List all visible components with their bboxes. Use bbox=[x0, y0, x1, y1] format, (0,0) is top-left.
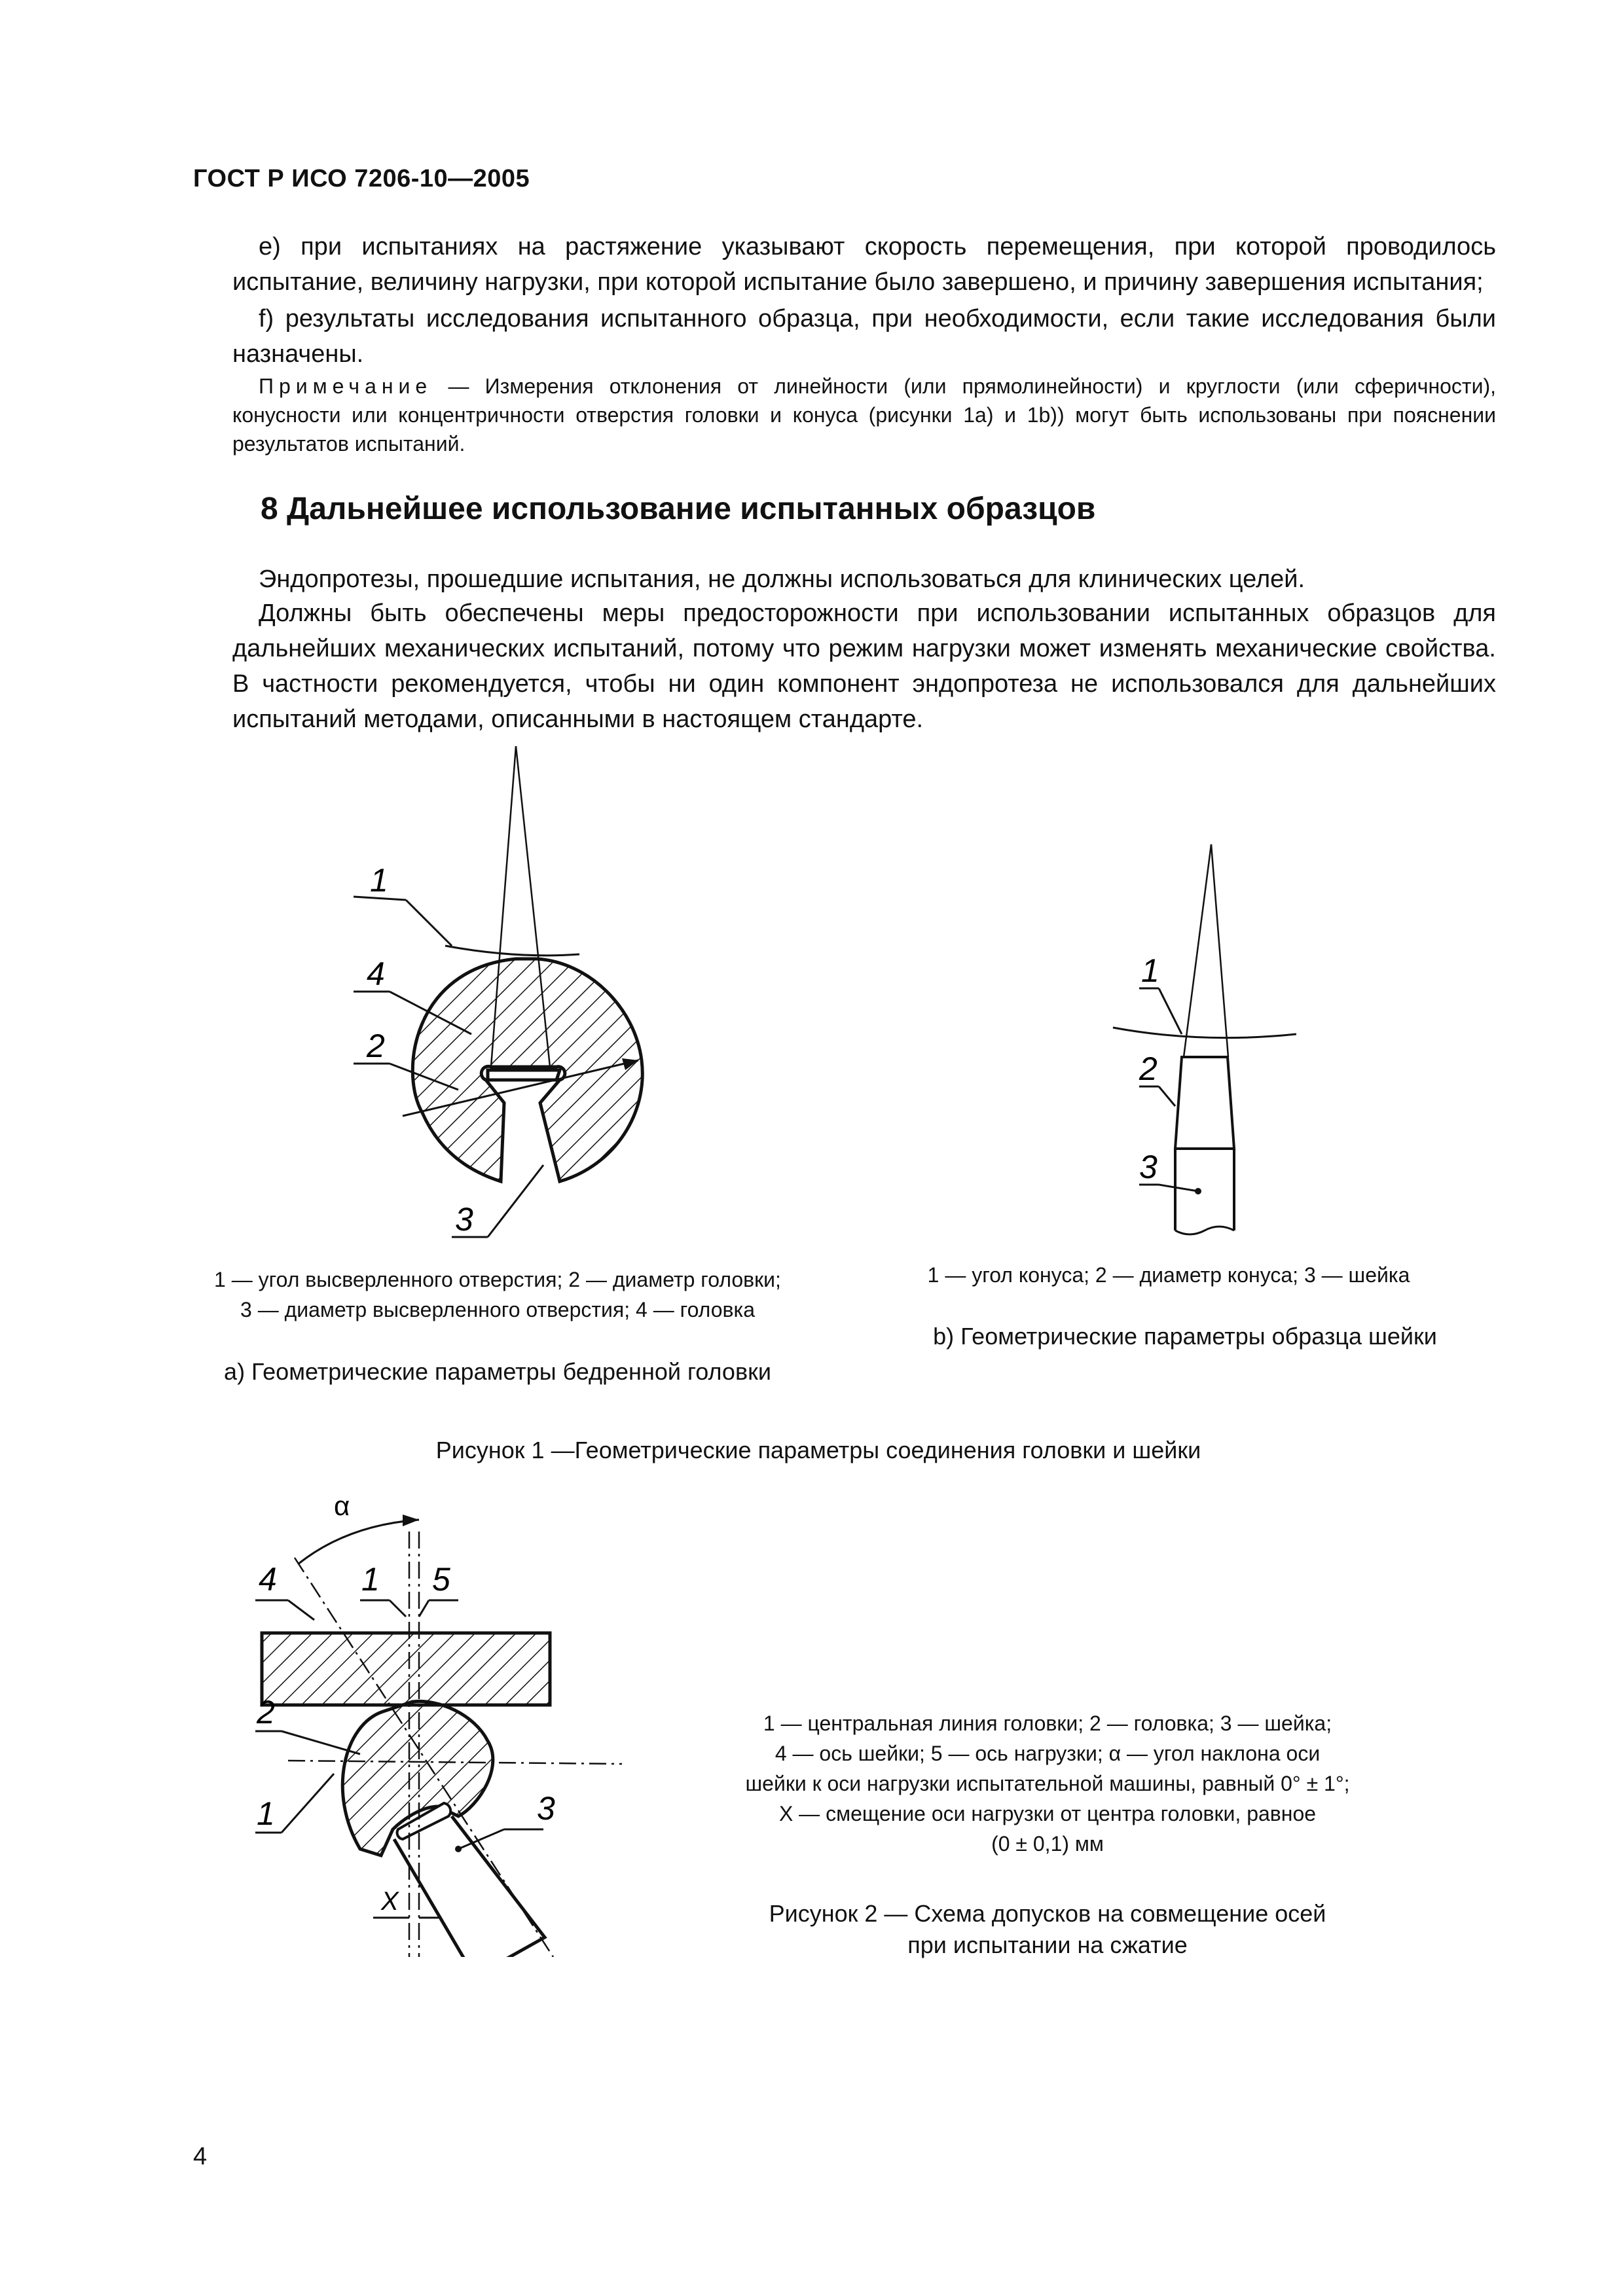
fig1b-label-3: 3 bbox=[1139, 1149, 1158, 1185]
fig2-label-2: 2 bbox=[257, 1694, 275, 1731]
paragraph-e bbox=[232, 229, 1496, 300]
paragraph-f bbox=[232, 301, 1496, 372]
fig2-label-3: 3 bbox=[537, 1790, 555, 1827]
section-8-paragraph-2 bbox=[232, 596, 1496, 737]
section-8-p1-text: Эндопротезы, прошедшие испытания, не должны использоваться для клинических целей. bbox=[259, 565, 1305, 593]
figure-1b-caption: b) Геометрические параметры образца шейки bbox=[933, 1323, 1437, 1350]
figure-2-caption-line1: Рисунок 2 — Схема допусков на совмещение осей bbox=[769, 1900, 1326, 1927]
figure-2-legend-line1: 1 — центральная линия головки; 2 — головка; 3 — шейка; bbox=[763, 1712, 1332, 1735]
fig1b-label-1: 1 bbox=[1141, 952, 1159, 989]
fig2-label-alpha: α bbox=[334, 1499, 350, 1521]
figure-1a-legend-line2: 3 — диаметр высверленного отверстия; 4 — головка bbox=[240, 1298, 755, 1321]
fig1a-label-1: 1 bbox=[370, 862, 388, 899]
fig2-label-5: 5 bbox=[432, 1561, 450, 1598]
note bbox=[232, 372, 1496, 458]
section-8-p2-text: Должны быть обеспечены меры предосторожности при использовании испытанных образцов для дальнейших механических испытаний, потому что режим нагрузки может изменять механические свойства. В частности рекомендуется, чтобы ни один компонент эндопротеза не использовался для дальнейших испытаний методами, описанными в настоящем стандарте. bbox=[232, 600, 1496, 733]
page-number: 4 bbox=[193, 2143, 208, 2170]
figure-2-legend bbox=[720, 1708, 1375, 1859]
figure-1b-neck-drawing bbox=[1100, 844, 1296, 1250]
fig1a-label-2: 2 bbox=[367, 1028, 385, 1064]
figure-2-legend-line5: (0 ± 0,1) мм bbox=[991, 1832, 1104, 1856]
figure-2-caption bbox=[720, 1898, 1375, 1961]
paragraph-f-text: f) результаты исследования испытанного образца, при необходимости, если такие исследования были назначены. bbox=[232, 305, 1496, 368]
fig2-label-x: X bbox=[381, 1887, 399, 1916]
figure-1b-legend: 1 — угол конуса; 2 — диаметр конуса; 3 — шейка bbox=[927, 1263, 1410, 1287]
figure-1a-legend bbox=[170, 1265, 825, 1325]
fig1a-label-3: 3 bbox=[455, 1201, 473, 1238]
figure-1-caption: Рисунок 1 —Геометрические параметры соединения головки и шейки bbox=[435, 1437, 1201, 1463]
section-8-title: 8 Дальнейшее использование испытанных образцов bbox=[261, 492, 1096, 526]
fig2-label-1-top: 1 bbox=[361, 1561, 380, 1598]
fig2-label-1: 1 bbox=[257, 1795, 275, 1832]
fig1a-label-4: 4 bbox=[367, 956, 385, 992]
figure-2-caption-line2: при испытании на сжатие bbox=[907, 1931, 1188, 1958]
paragraph-e-text: е) при испытаниях на растяжение указывают скорость перемещения, при которой проводилось испытание, величину нагрузки, при которой испытание было завершено, и причину завершения испытания; bbox=[232, 233, 1496, 296]
figure-1a-caption: a) Геометрические параметры бедренной головки bbox=[224, 1358, 771, 1385]
fig2-label-4: 4 bbox=[259, 1561, 277, 1598]
figure-1a-legend-line1: 1 — угол высверленного отверстия; 2 — диаметр головки; bbox=[214, 1268, 781, 1291]
fig1b-label-2: 2 bbox=[1139, 1050, 1158, 1087]
document-header: ГОСТ Р ИСО 7206-10—2005 bbox=[193, 165, 530, 192]
section-8-paragraph-1 bbox=[232, 562, 1496, 597]
note-text: — Измерения отклонения от линейности (или прямолинейности) и круглости (или сферичности), конусности или концентричности отверстия головки и конуса (рисунки 1a) и 1b)) могут быть использованы при пояснении результатов испытаний. bbox=[232, 374, 1497, 456]
note-label: Примечание bbox=[259, 374, 433, 398]
figure-1a-femoral-head-drawing bbox=[340, 746, 707, 1257]
figure-2-drawing bbox=[242, 1499, 661, 1957]
figure-2-legend-line3: шейки к оси нагрузки испытательной машины, равный 0° ± 1°; bbox=[745, 1772, 1350, 1795]
figure-2-legend-line2: 4 — ось шейки; 5 — ось нагрузки; α — угол наклона оси bbox=[775, 1742, 1321, 1765]
figure-2-legend-line4: X — смещение оси нагрузки от центра головки, равное bbox=[778, 1802, 1317, 1825]
